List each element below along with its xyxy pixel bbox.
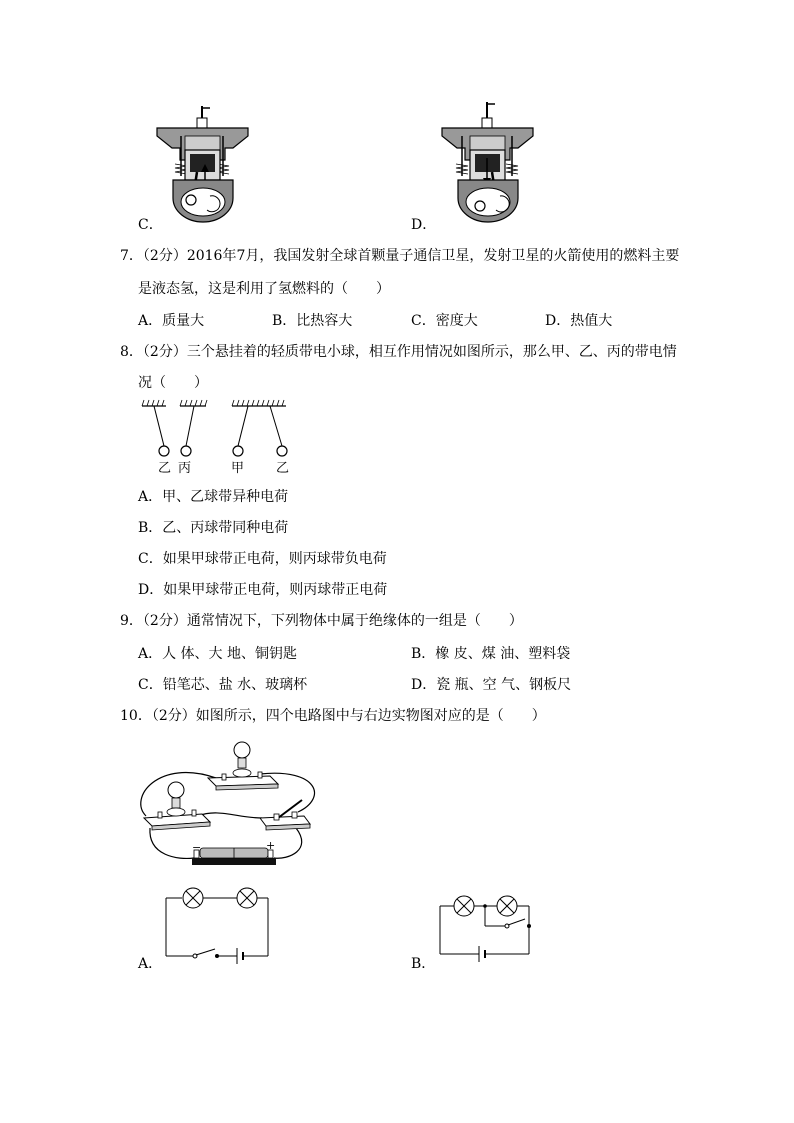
ball-label-bing: 丙 [178, 461, 192, 476]
engine-diagram-c [155, 106, 250, 226]
q7-option-c[interactable]: C．密度大 [411, 313, 478, 329]
q9-option-b[interactable]: B．橡 皮、煤 油、塑料袋 [411, 646, 571, 662]
q10-stem: 10．（2分）如图所示，四个电路图中与右边实物图对应的是（ ） [120, 708, 546, 724]
q9-option-c[interactable]: C．铅笔芯、盐 水、玻璃杯 [138, 677, 308, 693]
circuit-diagram-b [439, 894, 534, 956]
engine-diagram-d [440, 102, 535, 226]
charged-balls-figure [140, 400, 300, 460]
q9-stem: 9．（2分）通常情况下，下列物体中属于绝缘体的一组是（ ） [120, 613, 523, 629]
physical-circuit-figure [138, 738, 318, 868]
q8-option-c[interactable]: C．如果甲球带正电荷，则丙球带负电荷 [138, 551, 387, 567]
ball-label-yi-2: 乙 [276, 461, 290, 476]
q8-stem-line1: 8．（2分）三个悬挂着的轻质带电小球，相互作用情况如图所示，那么甲、乙、丙的带电情 [120, 344, 677, 360]
q7-stem-line1: 7．（2分）2016年7月，我国发射全球首颗量子通信卫星，发射卫星的火箭使用的燃料主要 [120, 248, 680, 264]
battery-minus-label: − [192, 841, 202, 854]
q7-stem-line2: 是液态氢，这是利用了氢燃料的（ ） [138, 281, 390, 297]
q7-option-d[interactable]: D．热值大 [545, 313, 613, 329]
q9-option-d[interactable]: D．瓷 瓶、空 气、钢板尺 [411, 677, 572, 693]
q6-option-d-label: D． [411, 217, 437, 233]
q10-option-a-label: A． [138, 956, 163, 972]
q8-option-a[interactable]: A．甲、乙球带异种电荷 [138, 489, 289, 505]
q8-option-b[interactable]: B．乙、丙球带同种电荷 [138, 520, 289, 536]
q8-option-d[interactable]: D．如果甲球带正电荷，则丙球带正电荷 [138, 582, 388, 598]
q10-option-b-label: B． [411, 956, 436, 972]
q7-option-b[interactable]: B．比热容大 [272, 313, 353, 329]
ball-label-jia: 甲 [231, 461, 245, 476]
battery-plus-label: + [266, 839, 276, 852]
q8-stem-line2: 况（ ） [138, 375, 208, 391]
circuit-diagram-a [165, 886, 270, 958]
q9-option-a[interactable]: A．人 体、大 地、铜钥匙 [138, 646, 298, 662]
ball-label-yi-1: 乙 [158, 461, 172, 476]
q7-option-a[interactable]: A．质量大 [138, 313, 205, 329]
q6-option-c-label: C． [138, 217, 163, 233]
